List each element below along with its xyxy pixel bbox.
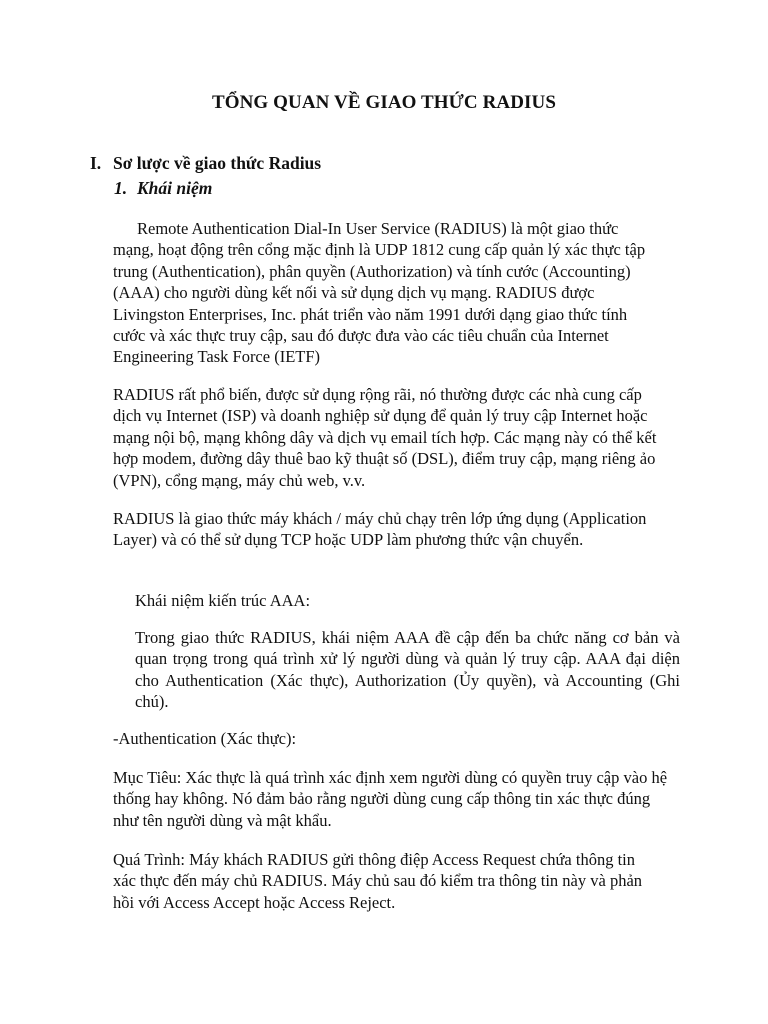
paragraph-authentication-goal: Mục Tiêu: Xác thực là quá trình xác định xem người dùng có quyền truy cập vào hệ thống hay không. Nó đảm bảo rằng người dùng cung cấp thông tin xác thực đúng như tên người dùng và mật khẩu.	[113, 768, 668, 830]
section-number: I.	[90, 153, 102, 173]
paragraph-radius-protocol: RADIUS là giao thức máy khách / máy chủ chạy trên lớp ứng dụng (Application Layer) và có thể sử dụng TCP hoặc UDP làm phương thức vận chuyển.	[113, 509, 647, 550]
paragraph-authentication-heading: -Authentication (Xác thực):	[113, 729, 297, 748]
section-heading	[90, 153, 321, 174]
subsection-number: 1.	[114, 178, 128, 198]
paragraph-aaa-definition: Trong giao thức RADIUS, khái niệm AAA đề cập đến ba chức năng cơ bản và quan trọng trong quá trình xử lý người dùng và quản lý truy cập. AAA đại diện cho Authentication (Xác thực), Authorization (Ủy quyền), và Accounting (Ghi chú).	[135, 628, 680, 712]
paragraph-aaa-heading: Khái niệm kiến trúc AAA:	[135, 591, 311, 610]
paragraph-radius-definition: Remote Authentication Dial-In User Service (RADIUS) là một giao thức mạng, hoạt động trên cổng mặc định là UDP 1812 cung cấp quản lý xác thực tập trung (Authentication), phân quyền (Authorization) và tính cước (Accounting) (AAA) cho người dùng kết nối và sử dụng dịch vụ mạng. RADIUS được Livingston Enterprises, Inc. phát triển vào năm 1991 dưới dạng giao thức tính cước và xác thực truy cập, sau đó được đưa vào các tiêu chuẩn của Internet Engineering Task Force (IETF)	[113, 219, 646, 367]
subsection-heading	[114, 178, 212, 199]
section-heading-text: Sơ lược về giao thức Radius	[113, 153, 322, 173]
subsection-heading-text: Khái niệm	[137, 178, 213, 198]
page-title: TỔNG QUAN VỀ GIAO THỨC RADIUS	[211, 92, 557, 113]
paragraph-radius-usage: RADIUS rất phổ biến, được sử dụng rộng rãi, nó thường được các nhà cung cấp dịch vụ Internet (ISP) và doanh nghiệp sử dụng để quản lý truy cập Internet hoặc mạng nội bộ, mạng không dây và dịch vụ email tích hợp. Các mạng này có thể kết hợp modem, đường dây thuê bao kỹ thuật số (DSL), điểm truy cập, mạng riêng ảo (VPN), cổng mạng, máy chủ web, v.v.	[113, 385, 657, 490]
paragraph-authentication-process: Quá Trình: Máy khách RADIUS gửi thông điệp Access Request chứa thông tin xác thực đến máy chủ RADIUS. Máy chủ sau đó kiểm tra thông tin này và phản hồi với Access Accept hoặc Access Reject.	[113, 850, 643, 912]
